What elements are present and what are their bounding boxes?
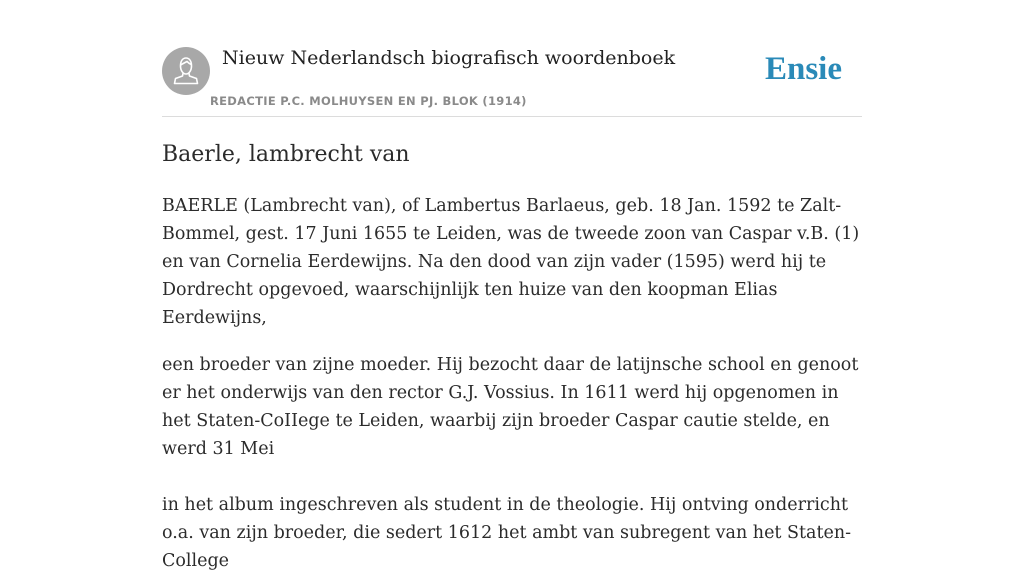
article-paragraph: BAERLE (Lambrecht van), of Lambertus Barlaeus, geb. 18 Jan. 1592 te Zalt-Bommel, gest. 17 Juni 1655 te Leiden, was de tweede zoon van Caspar v.B. (1) en van Cornelia Eerdewijns. Na den dood van zijn vader (1595) werd hij te Dordrecht opgevoed, waarschijnlijk ten huize van den koopman Elias Eerdewijns, bbox=[162, 196, 860, 328]
article-body bbox=[162, 192, 862, 575]
user-silhouette-icon bbox=[162, 47, 210, 95]
ensie-logo[interactable]: Ensie bbox=[764, 51, 842, 87]
source-editors: REDACTIE P.C. MOLHUYSEN EN PJ. BLOK (1914) bbox=[210, 94, 527, 108]
article-paragraph: in het album ingeschreven als student in de theologie. Hij ontving onderricht o.a. van zijn broeder, die sedert 1612 het ambt van subregent van het Staten-College bbox=[162, 495, 852, 571]
article-paragraph: een broeder van zijne moeder. Hij bezocht daar de latijnsche school en genoot er het onderwijs van den rector G.J. Vossius. In 1611 werd hij opgenomen in het Staten-CoIIege te Leiden, waarbij zijn broeder Caspar cautie stelde, en werd 31 Mei bbox=[162, 355, 859, 459]
article-title: Baerle, lambrecht van bbox=[162, 142, 410, 167]
source-avatar[interactable] bbox=[162, 47, 210, 95]
site-header bbox=[162, 0, 862, 117]
source-title[interactable]: Nieuw Nederlandsch biografisch woordenboek bbox=[222, 47, 676, 69]
